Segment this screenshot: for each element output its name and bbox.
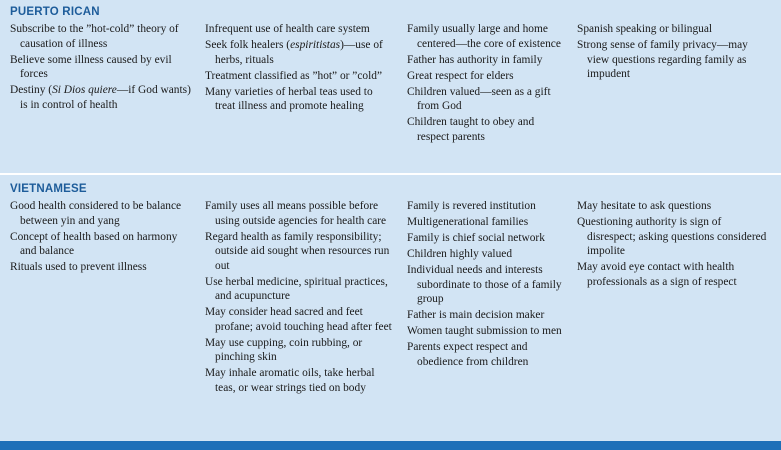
table-cell-destiny: Destiny (Si Dios quiere—if God wants) is in control of health: [10, 84, 191, 111]
table-cell: Concept of health based on harmony and balance: [10, 230, 178, 257]
vietnamese-beliefs-column: [10, 199, 195, 276]
table-cell: May use cupping, coin rubbing, or pinching skin: [205, 336, 363, 363]
table-cell: Subscribe to the ”hot-cold” theory of causation of illness: [10, 23, 179, 50]
vietnamese-communication-column: [577, 199, 772, 291]
table-cell: May inhale aromatic oils, take herbal teas, or wear strings tied on body: [205, 367, 375, 394]
table-cell: Individual needs and interests subordinate to those of a family group: [407, 264, 562, 305]
table-cell: Many varieties of herbal teas used to treat illness and promote healing: [205, 85, 373, 112]
table-cell: Family uses all means possible before using outside agencies for health care: [205, 200, 387, 227]
table-cell: Children taught to obey and respect parents: [407, 116, 535, 143]
table-cell: Regard health as family responsibility; outside aid sought when resources run out: [205, 230, 390, 272]
table-cell: May consider head sacred and feet profane; avoid touching head after feet: [205, 306, 392, 333]
section-title-vietnamese: VIETNAMESE: [10, 183, 87, 195]
puerto-rican-communication-column: [577, 22, 772, 83]
italic-term: Si Dios quiere: [52, 84, 117, 96]
table-cell: Questioning authority is sign of disrespect; asking questions considered impolite: [577, 216, 767, 257]
vietnamese-practices-column: [205, 199, 395, 397]
table-cell: Spanish speaking or bilingual: [577, 23, 713, 35]
footer-bar: [0, 441, 781, 450]
table-cell: Children highly valued: [407, 248, 513, 260]
table-cell: May hesitate to ask questions: [577, 200, 712, 212]
table-cell: Father has authority in family: [407, 53, 543, 66]
section-divider: [0, 173, 781, 175]
puerto-rican-family-column: [407, 22, 567, 146]
vietnamese-family-column: [407, 199, 567, 371]
table-cell: Multigenerational families: [407, 216, 529, 228]
table-cell: Good health considered to be balance between yin and yang: [10, 200, 182, 227]
table-cell: Strong sense of family privacy—may view questions regarding family as impudent: [577, 39, 748, 80]
table-cell: May avoid eye contact with health professionals as a sign of respect: [577, 261, 737, 288]
section-title-puerto-rican: PUERTO RICAN: [10, 6, 100, 18]
table-cell: Treatment classified as ”hot” or ”cold”: [205, 69, 383, 82]
table-cell: Family is chief social network: [407, 232, 545, 244]
table-cell: Family is revered institution: [407, 200, 536, 212]
table-cell: Infrequent use of health care system: [205, 23, 370, 35]
table-cell: Believe some illness caused by evil forces: [10, 53, 172, 80]
table-cell: Women taught submission to men: [407, 325, 562, 337]
table-cell: Use herbal medicine, spiritual practices, and acupuncture: [205, 275, 388, 302]
italic-term: espiritistas: [290, 39, 341, 51]
table-cell: Children valued—seen as a gift from God: [407, 85, 551, 112]
table-cell: Parents expect respect and obedience from children: [407, 341, 529, 368]
puerto-rican-beliefs-column: [10, 22, 195, 114]
table-cell-folk-healers: Seek folk healers (espiritistas)—use of herbs, rituals: [205, 39, 383, 66]
table-cell: Rituals used to prevent illness: [10, 261, 147, 273]
puerto-rican-practices-column: [205, 22, 395, 115]
table-cell: Family usually large and home centered—the core of existence: [407, 23, 561, 50]
table-cell: Father is main decision maker: [407, 309, 545, 321]
table-cell: Great respect for elders: [407, 69, 514, 82]
